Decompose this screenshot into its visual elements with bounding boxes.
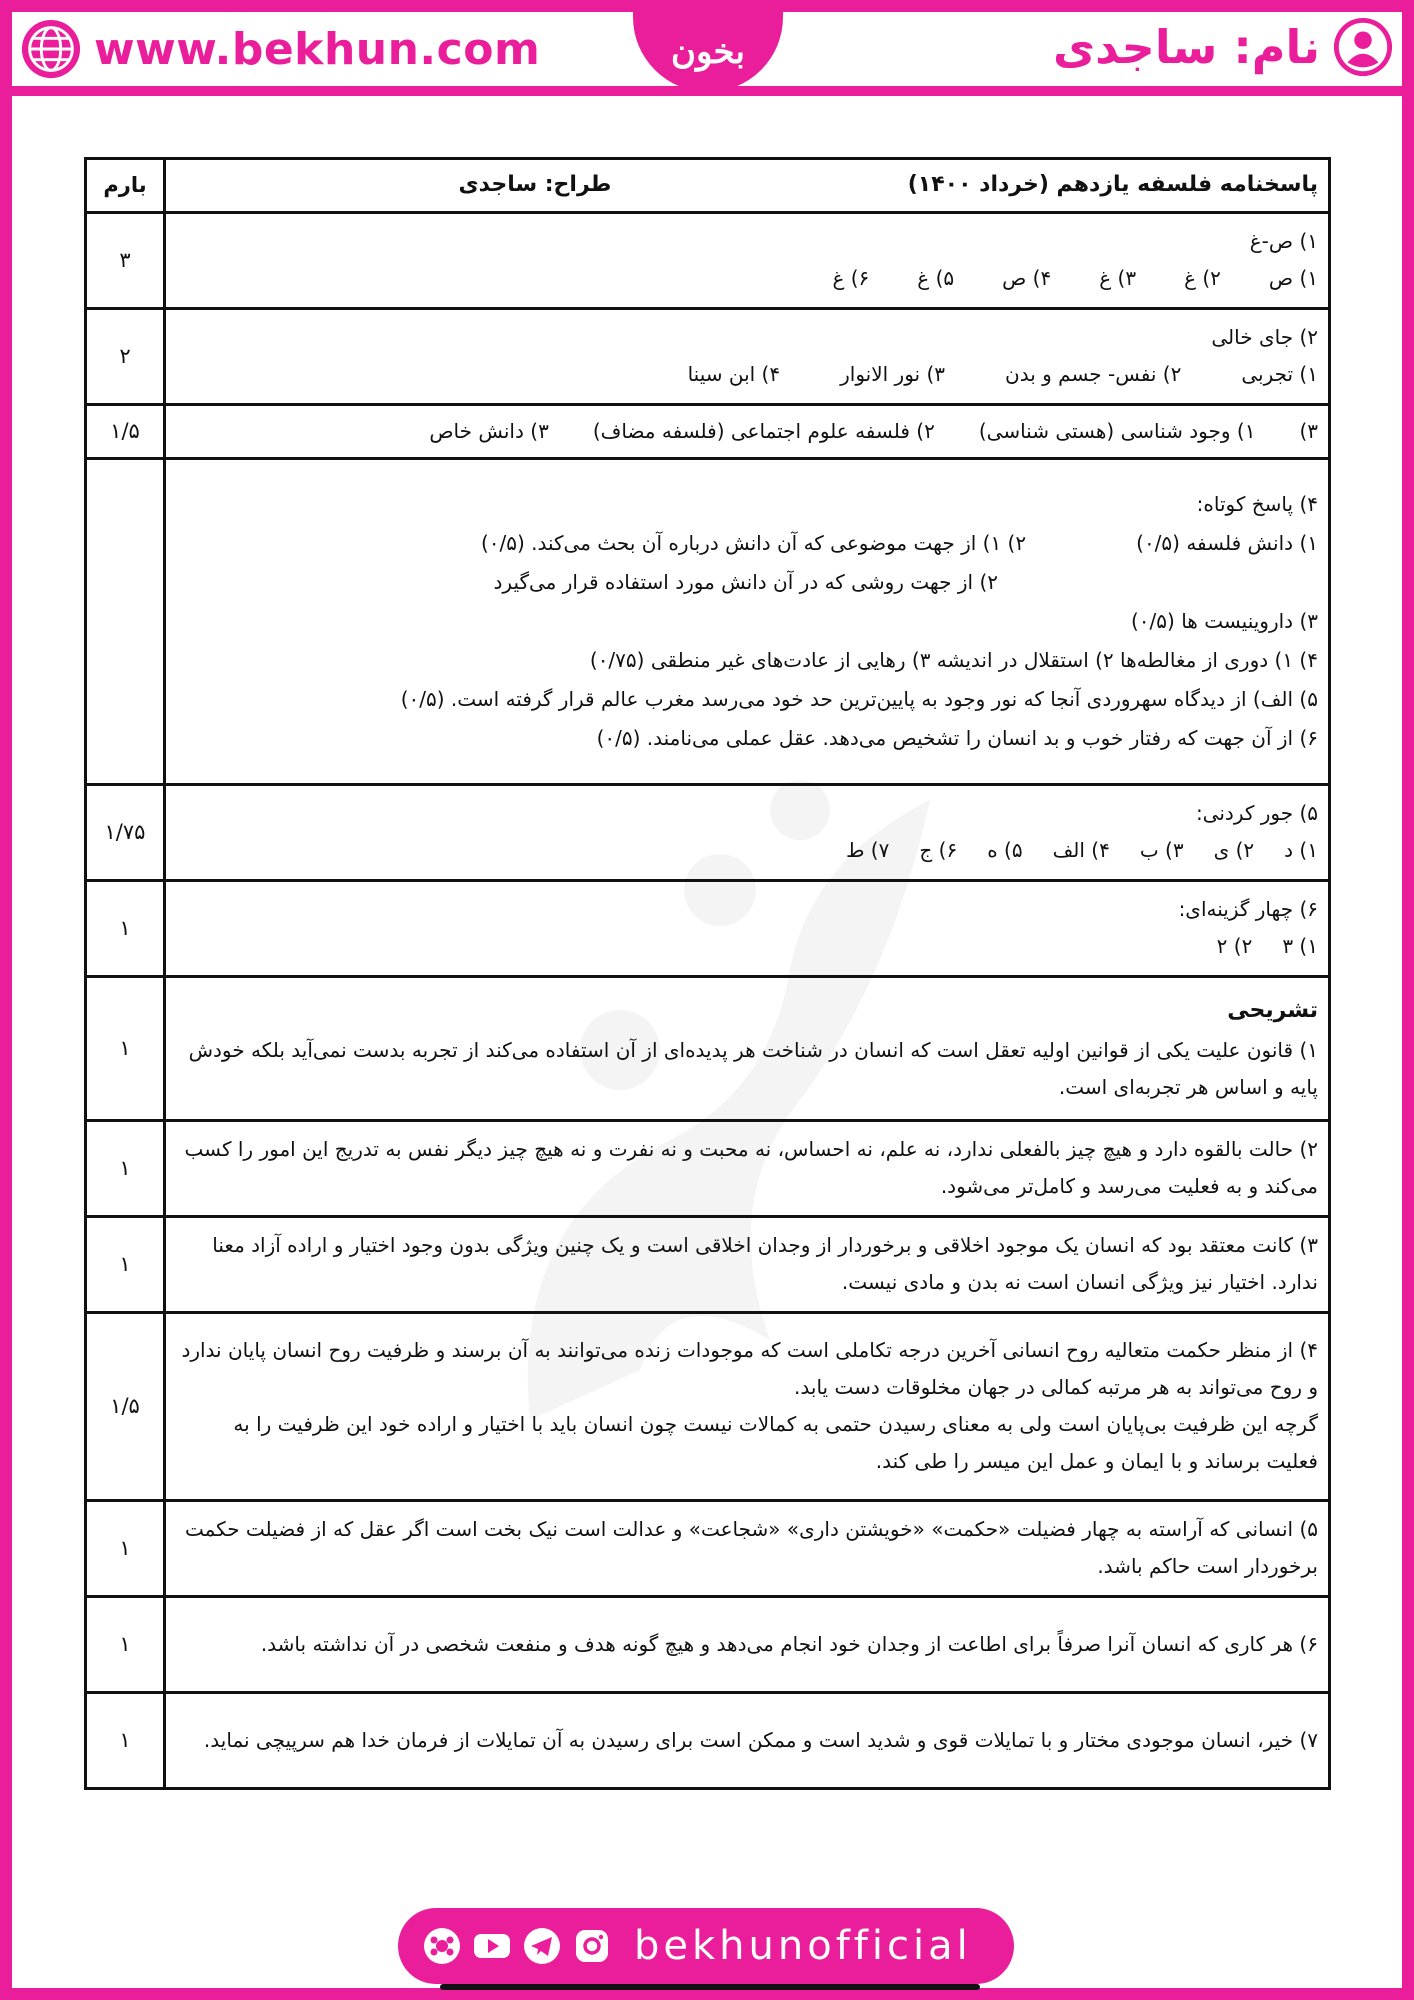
score-cell: ۲ (86, 308, 165, 404)
table-row (86, 404, 1330, 458)
author-name (1053, 16, 1394, 78)
table-row (86, 1596, 1330, 1692)
footer-shadow (440, 1984, 980, 1990)
designer-label: طراح: ساجدی (458, 172, 612, 198)
answer-line (176, 260, 1318, 297)
answer-line (176, 832, 1318, 869)
question-cell (165, 404, 1330, 458)
answer-paragraph: ۴) از منظر حکمت متعالیه روح انسانی آخرین درجه تکاملی است که موجودات زنده می‌توانند به آن برسند و ظرفیت روح انسان پایان ندارد و روح می‌تواند به هر مرتبه کمالی در جهان مخلوقات دست یابد. (181, 1338, 1318, 1400)
score-cell: ۱ (86, 1120, 165, 1216)
answer-item: ۴) الف (1052, 838, 1110, 863)
table-row (86, 458, 1330, 784)
answer-item: ۳) ب (1139, 838, 1184, 863)
answer-line: ۳) داروینیست ها (۰/۵) (1130, 608, 1318, 633)
score-cell: ۱/۵ (86, 1312, 165, 1500)
answer-item: ۱) ص (1268, 266, 1318, 291)
question-cell (165, 1500, 1330, 1596)
answer-line: ۶) از آن جهت که رفتار خوب و بد انسان را تشخیص می‌دهد. عقل عملی می‌نامند. (۰/۵) (596, 725, 1318, 750)
answer-item: ۳) غ (1099, 266, 1137, 291)
answer-paragraph: گرچه این ظرفیت بی‌پایان است ولی به معنای رسیدن حتمی به کمالات نیست چون انسان باید با اختیار و اراده خود این ظرفیت را به فعلیت برساند و با ایمان و عمل این میسر را طی کند. (233, 1412, 1318, 1474)
answer-item: ۱) وجود شناسی (هستی شناسی) (978, 418, 1256, 443)
answer-item: ۳) نور الانوار (840, 362, 946, 387)
answer-line (176, 524, 1318, 563)
table-row (86, 1692, 1330, 1788)
site-url: www.bekhun.com (94, 23, 541, 75)
answer-item: ۶) غ (832, 266, 870, 291)
sheet-title: پاسخنامه فلسفه یازدهم (خرداد ۱۴۰۰) (907, 172, 1318, 198)
answer-paragraph: ۶) هر کاری که انسان آنرا صرفاً برای اطاعت از وجدان خود انجام می‌دهد و هیچ گونه هدف و منفعت شخصی در آن نداشته باشد. (260, 1631, 1318, 1656)
question-title: ۱) ص-غ (1249, 229, 1318, 254)
youtube-icon[interactable] (472, 1926, 512, 1966)
question-title: ۶) چهار گزینه‌ای: (1178, 897, 1318, 922)
answer-item: ۲) ۲ (1216, 934, 1253, 959)
question-cell (165, 308, 1330, 404)
question-title: ۴) پاسخ کوتاه: (1196, 491, 1318, 516)
answer-line (176, 413, 1318, 450)
answer-line: ۴) ۱) دوری از مغالطه‌ها ۲) استقلال در اندیشه ۳) رهایی از عادت‌های غیر منطقی (۰/۷۵) (589, 647, 1318, 672)
score-cell: ۱ (86, 1216, 165, 1312)
table-row (86, 1216, 1330, 1312)
answer-paragraph: ۷) خیر، انسان موجودی مختار و با تمایلات قوی و شدید است و ممکن است برای رسیدن به آن تمایلات از فرمان خدا هم سرپیچی نماید. (203, 1727, 1318, 1752)
answer-item: ۴) ابن سینا (687, 362, 781, 387)
instagram-icon[interactable] (572, 1926, 612, 1966)
table-row (86, 880, 1330, 976)
question-cell (165, 880, 1330, 976)
answer-item: ۴) ص (1002, 266, 1052, 291)
answer-item: ۲) نفس- جسم و بدن (1005, 362, 1182, 387)
question-cell (165, 1692, 1330, 1788)
table-row (86, 308, 1330, 404)
site-link[interactable] (20, 18, 540, 80)
table-row (86, 976, 1330, 1120)
header-cell (165, 159, 1330, 213)
answer-item: ۵) غ (917, 266, 955, 291)
aparat-icon[interactable] (422, 1926, 462, 1966)
answer-paragraph: ۳) کانت معتقد بود که انسان یک موجود اخلاقی و برخوردار از وجدان اخلاقی است و یک چنین ویژگی بدون وجود اختیار و اراده آزاد معنا ندارد. اختیار نیز ویژگی انسان است نه بدن و مادی نیست. (212, 1233, 1318, 1295)
score-header: بارم (86, 159, 165, 213)
answer-item: ۳) دانش خاص (429, 418, 549, 443)
score-cell: ۱ (86, 976, 165, 1120)
answer-paragraph: ۵) انسانی که آراسته به چهار فضیلت «حکمت» «خویشتن داری» «شجاعت» و عدالت است نیک بخت است اگر عقل که از فضیلت حکمت برخوردار است حاکم باشد. (184, 1517, 1318, 1579)
question-cell (165, 212, 1330, 308)
answer-item: ۶) ج (919, 838, 958, 863)
answer-paragraph: ۲) حالت بالقوه دارد و هیچ چیز بالفعلی ندارد، نه علم، نه احساس، نه محبت و نه نفرت و نه هیچ چیز دیگر نفس به تدریج این امور را کسب می‌کند و به فعلیت می‌رسد و کامل‌تر می‌شود. (184, 1137, 1318, 1199)
answer-line (176, 356, 1318, 393)
section-heading: تشریحی (1227, 997, 1318, 1023)
social-handle[interactable]: bekhunofficial (634, 1923, 972, 1969)
score-cell (86, 458, 165, 784)
score-cell: ۱/۵ (86, 404, 165, 458)
question-cell (165, 784, 1330, 880)
question-cell (165, 458, 1330, 784)
social-bar (398, 1908, 1014, 1984)
score-cell: ۱ (86, 880, 165, 976)
answer-item: ۲) فلسفه علوم اجتماعی (فلسفه مضاف) (592, 418, 935, 443)
question-cell (165, 1216, 1330, 1312)
answer-item: ۲) غ (1184, 266, 1221, 291)
score-cell: ۳ (86, 212, 165, 308)
answer-line: ۲) از جهت روشی که در آن دانش مورد استفاده قرار می‌گیرد (493, 569, 998, 594)
question-cell (165, 1312, 1330, 1500)
answer-item: ۱) ۳ (1282, 934, 1318, 959)
name-label: نام: ساجدی (1052, 20, 1320, 74)
table-row (86, 1120, 1330, 1216)
table-row (86, 1312, 1330, 1500)
answer-item: ۱) د (1284, 838, 1318, 863)
answer-item: ۵) ه (987, 838, 1023, 863)
question-cell (165, 1596, 1330, 1692)
telegram-icon[interactable] (522, 1926, 562, 1966)
answer-item: ۲) ی (1213, 838, 1255, 863)
answer-item: ۱) تجربی (1241, 362, 1318, 387)
globe-icon (20, 18, 82, 80)
answer-item: ۷) ط (845, 838, 890, 863)
answer-key-table (84, 157, 1331, 1790)
table-row (86, 212, 1330, 308)
answer-item: ۲) ۱) از جهت موضوعی که آن دانش درباره آن بحث می‌کند. (۰/۵) (480, 530, 1027, 555)
answer-paragraph: ۱) قانون علیت یکی از قوانین اولیه تعقل است که انسان در شناخت هر پدیده‌ای از آن استفاده می‌کند از تجربه بدست نمی‌آید بلکه خودش پایه و اساس هر تجربه‌ای است. (188, 1037, 1318, 1099)
table-header-row (86, 159, 1330, 213)
question-title: ۲) جای خالی (1211, 325, 1318, 350)
table-row (86, 784, 1330, 880)
answer-item: ۱) دانش فلسفه (۰/۵) (1136, 530, 1318, 555)
question-cell (165, 1120, 1330, 1216)
table-row (86, 1500, 1330, 1596)
answer-line: ۵) الف) از دیدگاه سهروردی آنجا که نور وجود به پایین‌ترین حد خود می‌رسد مغرب عالم قرار گرفته است. (۰/۵) (400, 686, 1318, 711)
question-title: ۵) جور کردنی: (1195, 801, 1318, 826)
logo-text: بخون (671, 32, 745, 72)
user-icon (1332, 16, 1394, 78)
question-number: ۳) (1299, 418, 1318, 443)
score-cell: ۱ (86, 1500, 165, 1596)
score-cell: ۱ (86, 1692, 165, 1788)
score-cell: ۱ (86, 1596, 165, 1692)
score-cell: ۱/۷۵ (86, 784, 165, 880)
question-cell (165, 976, 1330, 1120)
answer-line (176, 928, 1318, 965)
